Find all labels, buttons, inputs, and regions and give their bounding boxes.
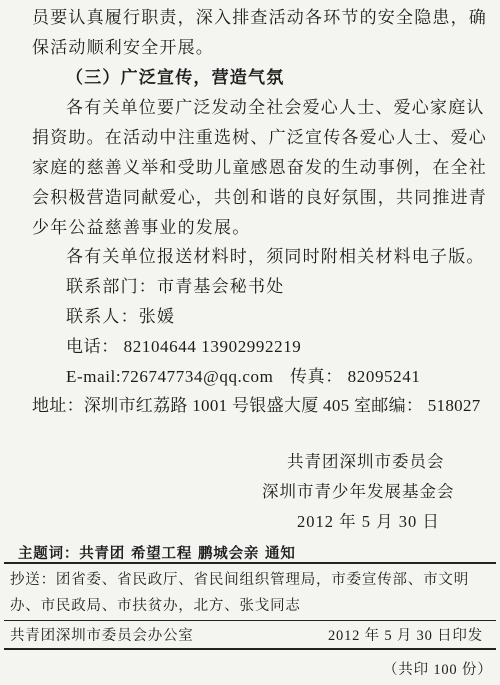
signature-org-1: 共青团深圳市委员会: [287, 452, 445, 471]
body-line-2: 保活动顺利安全开展。: [32, 38, 214, 58]
cc-line-1: 抄送：团省委、省民政厅、省民间组织管理局，市委宣传部、市文明: [10, 572, 469, 588]
body-line-1: 员要认真履行职责，深入排查活动各环节的安全隐患，确: [32, 8, 487, 28]
copies-count: （共印 100 份）: [383, 662, 493, 678]
section-heading: （三）广泛宣传，营造气氛: [66, 68, 285, 88]
issuer-office: 共青团深圳市委员会办公室: [10, 628, 194, 644]
body-line-7: 少年公益慈善事业的发展。: [32, 218, 251, 238]
contact-department: 联系部门：市青基会秘书处: [66, 277, 285, 297]
contact-person: 联系人：张媛: [66, 307, 176, 327]
contact-phone: 电话： 82104644 13902992219: [66, 337, 302, 356]
contact-fax: 传真： 82095241: [290, 367, 421, 386]
contact-address: 地址：深圳市红荔路 1001 号银盛大厦 405 室邮编： 518027: [32, 396, 481, 415]
body-line-5: 家庭的慈善义举和受助儿童感恩奋发的生动事例，在全社: [32, 158, 487, 178]
body-line-8: 各有关单位报送材料时，须同时附相关材料电子版。: [66, 247, 485, 267]
body-line-4: 捐资助。在活动中注重选树、广泛宣传各爱心人士、爱心: [32, 128, 487, 148]
divider-middle: [4, 620, 496, 621]
cc-line-2: 办、市民政局、市扶贫办，北方、张戈同志: [10, 598, 301, 614]
signature-org-2: 深圳市青少年发展基金会: [262, 482, 455, 501]
signature-date: 2012 年 5 月 30 日: [297, 512, 440, 531]
print-date: 2012 年 5 月 30 日印发: [328, 628, 483, 644]
divider-bottom: [4, 648, 496, 650]
body-line-3: 各有关单位要广泛发动全社会爱心人士、爱心家庭认: [66, 98, 485, 118]
body-line-6: 会积极营造同献爱心，共创和谐的良好氛围，共同推进青: [32, 188, 487, 208]
divider-top: [4, 562, 496, 564]
subject-keywords: 主题词：共青团 希望工程 鹏城会亲 通知: [18, 546, 296, 562]
contact-email: E-mail:726747734@qq.com: [66, 367, 274, 386]
